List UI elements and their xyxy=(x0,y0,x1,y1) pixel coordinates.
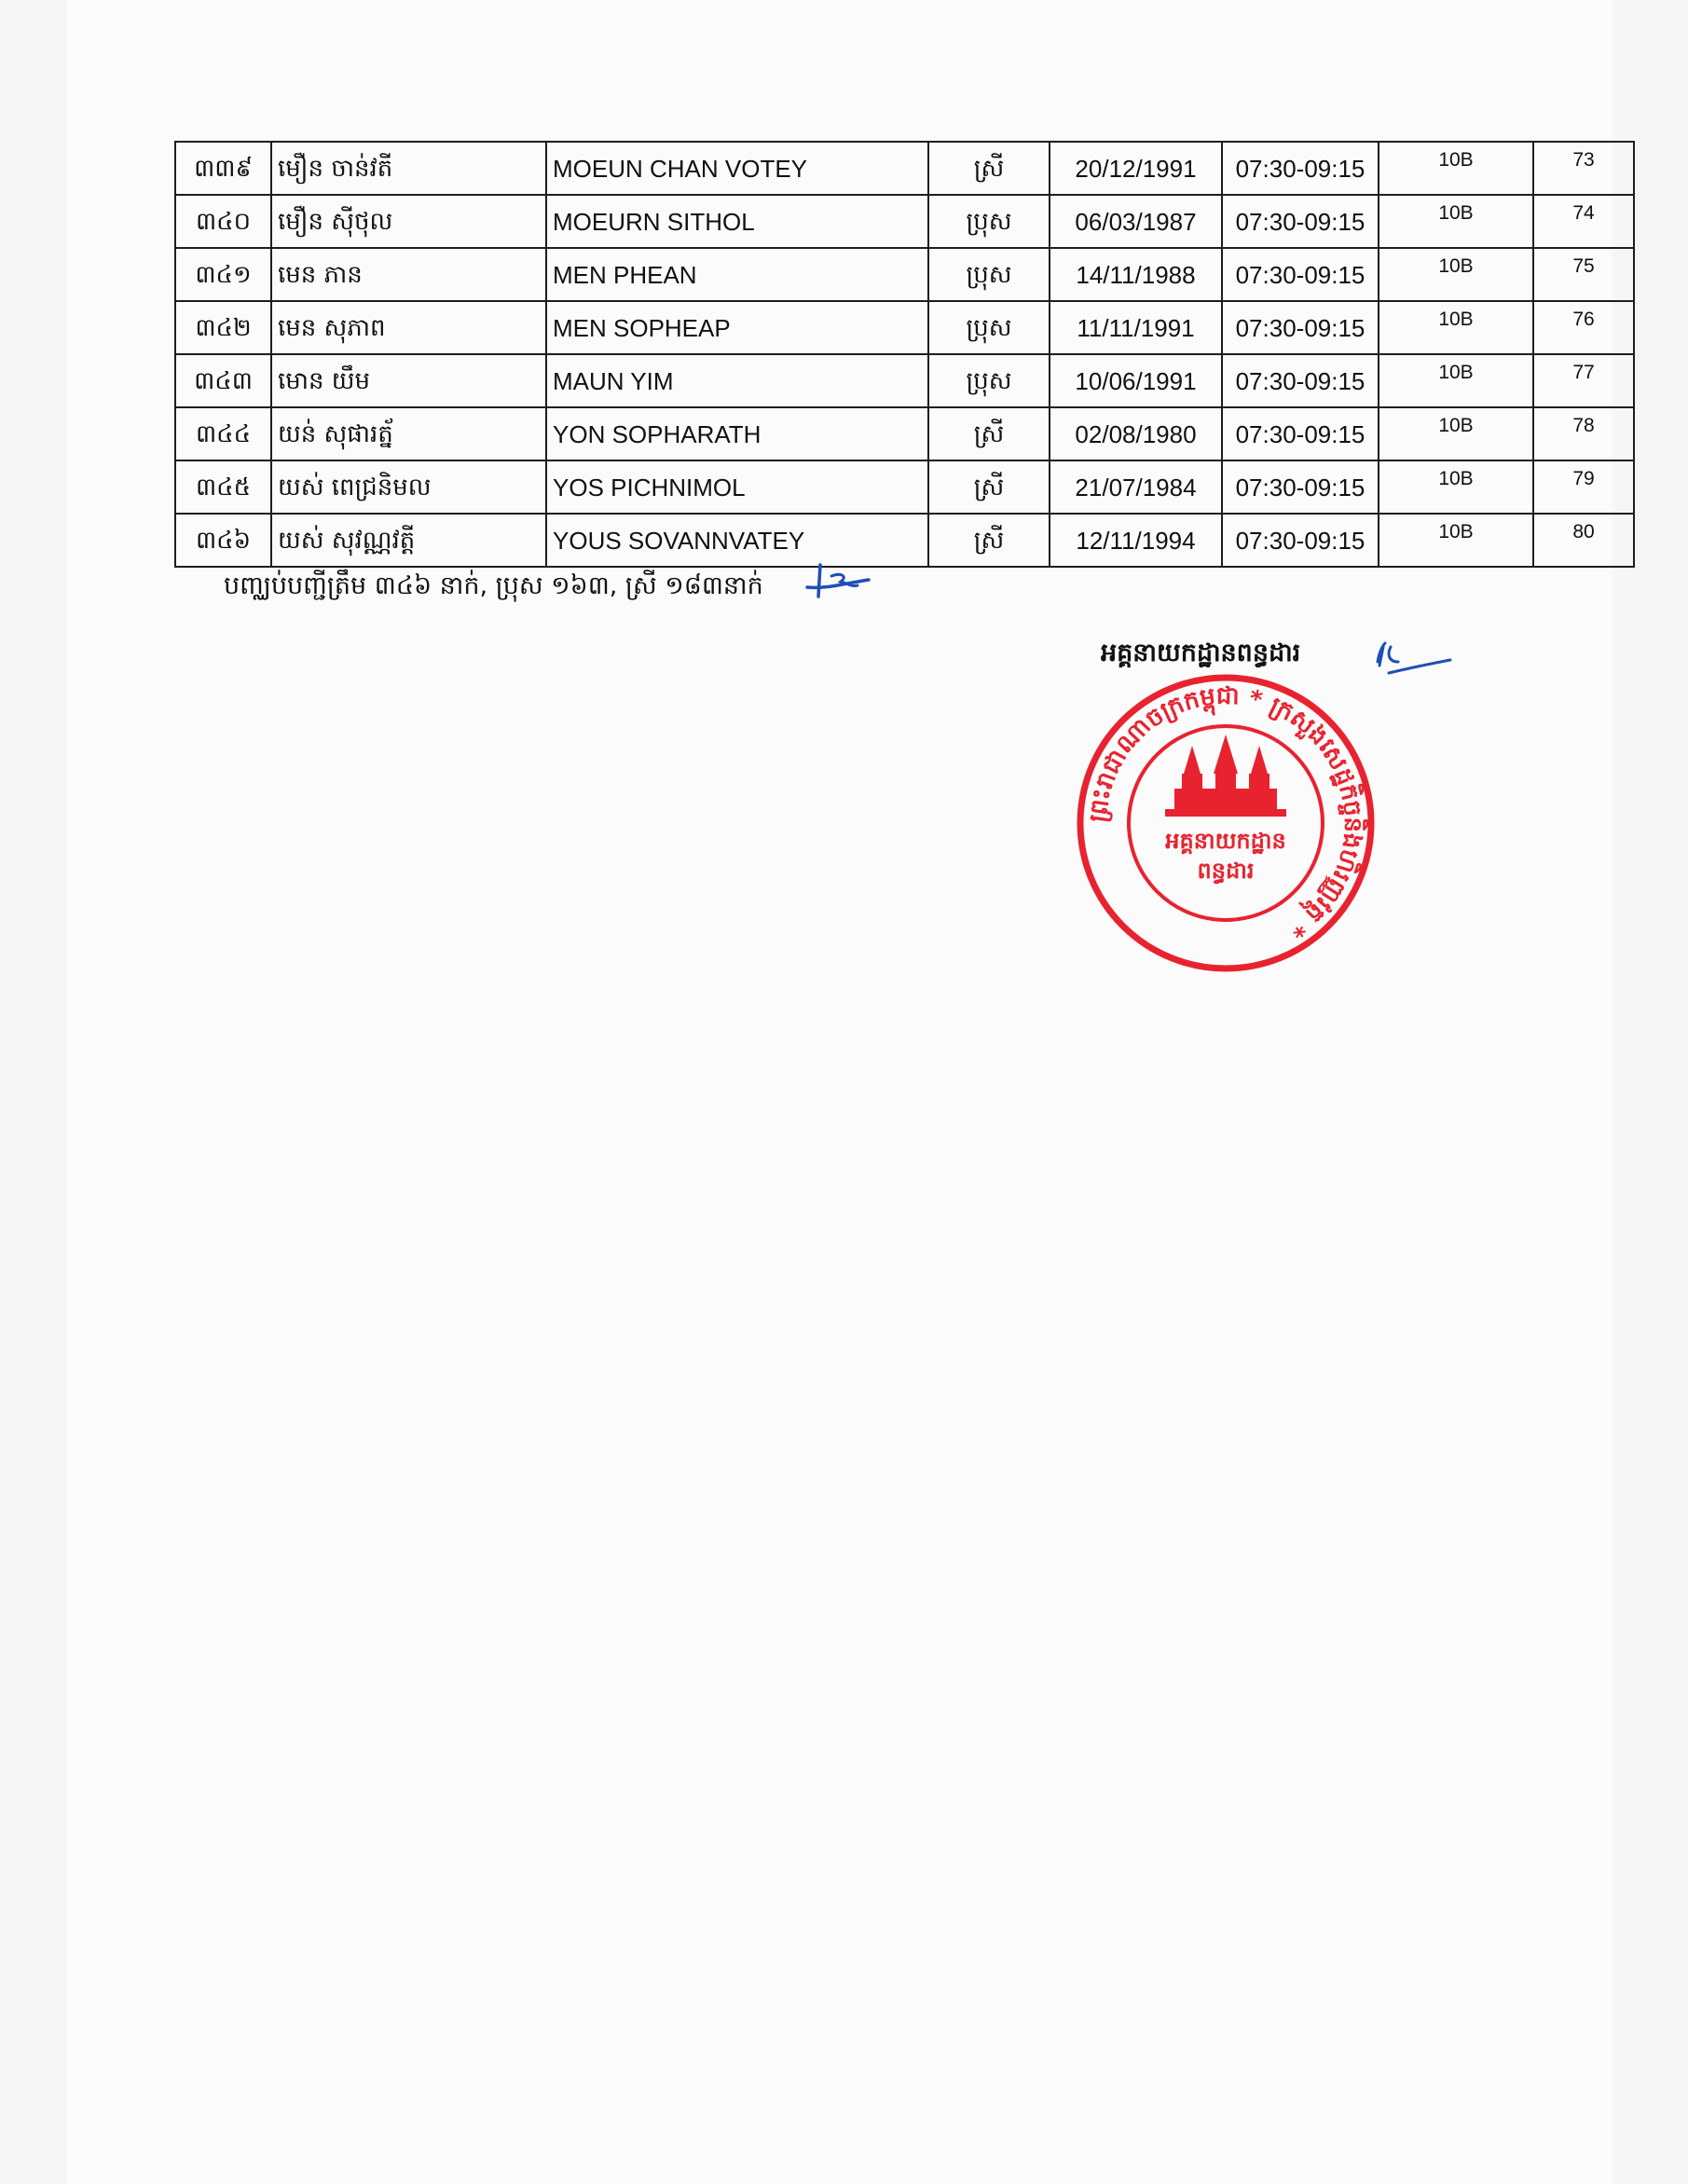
seat-number: 78 xyxy=(1533,407,1634,460)
seal-inner-text-1: អគ្គនាយកដ្ឋាន xyxy=(1165,828,1286,854)
room: 10B xyxy=(1379,195,1533,248)
table-row xyxy=(175,407,1634,460)
candidate-table xyxy=(174,141,1635,568)
room: 10B xyxy=(1379,248,1533,301)
handwritten-initial-mark xyxy=(800,556,874,602)
sex: ស្រី xyxy=(928,142,1050,195)
sex: ប្រុស xyxy=(928,248,1050,301)
room: 10B xyxy=(1379,460,1533,514)
name-latin: MOEUN CHAN VOTEY xyxy=(546,142,928,195)
exam-time: 07:30-09:15 xyxy=(1222,407,1379,460)
table-row xyxy=(175,195,1634,248)
row-number: ៣៤៣ xyxy=(175,354,271,407)
exam-time: 07:30-09:15 xyxy=(1222,354,1379,407)
name-latin: MEN SOPHEAP xyxy=(546,301,928,354)
room: 10B xyxy=(1379,142,1533,195)
seal-inner-text-2: ពន្ធដារ xyxy=(1197,858,1255,884)
row-number: ៣៤២ xyxy=(175,301,271,354)
table-row xyxy=(175,354,1634,407)
seat-number: 74 xyxy=(1533,195,1634,248)
name-khmer: មឿន ស៊ីថុល xyxy=(271,195,546,248)
table-row xyxy=(175,460,1634,514)
name-khmer: យស់ ពេជ្រនិមល xyxy=(271,460,546,514)
exam-time: 07:30-09:15 xyxy=(1222,460,1379,514)
candidate-table-body xyxy=(175,142,1634,567)
seat-number: 80 xyxy=(1533,514,1634,567)
name-latin: YOS PICHNIMOL xyxy=(546,460,928,514)
date-of-birth: 06/03/1987 xyxy=(1050,195,1222,248)
sex: ស្រី xyxy=(928,514,1050,567)
table-row xyxy=(175,248,1634,301)
room: 10B xyxy=(1379,301,1533,354)
sex: ស្រី xyxy=(928,460,1050,514)
name-latin: MEN PHEAN xyxy=(546,248,928,301)
sex: ប្រុស xyxy=(928,301,1050,354)
seat-number: 77 xyxy=(1533,354,1634,407)
row-number: ៣៤៥ xyxy=(175,460,271,514)
name-khmer: មោន យឹម xyxy=(271,354,546,407)
exam-time: 07:30-09:15 xyxy=(1222,195,1379,248)
table-row xyxy=(175,142,1634,195)
date-of-birth: 12/11/1994 xyxy=(1050,514,1222,567)
summary-line: បញ្ឈប់បញ្ជីត្រឹម ៣៤៦ នាក់, ប្រុស ១៦៣, ស្រី ១៨៣នាក់ xyxy=(224,571,763,600)
handwritten-initial-mark xyxy=(1370,634,1454,680)
name-latin: YOUS SOVANNVATEY xyxy=(546,514,928,567)
document-page xyxy=(67,0,1613,2184)
seal-outer-text: ព្រះរាជាណាចក្រកម្ពុជា * ក្រសួងសេដ្ឋកិច្ចនិងហិរញ្ញវត្ថុ * xyxy=(1083,681,1367,943)
exam-time: 07:30-09:15 xyxy=(1222,248,1379,301)
name-khmer: មេន សុភាព xyxy=(271,301,546,354)
name-latin: YON SOPHARATH xyxy=(546,407,928,460)
room: 10B xyxy=(1379,407,1533,460)
sex: ប្រុស xyxy=(928,195,1050,248)
exam-time: 07:30-09:15 xyxy=(1222,301,1379,354)
name-latin: MAUN YIM xyxy=(546,354,928,407)
row-number: ៣៤៦ xyxy=(175,514,271,567)
name-khmer: យស់ សុវណ្ណវត្តី xyxy=(271,514,546,567)
name-khmer: មឿន ចាន់វតី xyxy=(271,142,546,195)
name-khmer: មេន ភាន xyxy=(271,248,546,301)
exam-time: 07:30-09:15 xyxy=(1222,142,1379,195)
seat-number: 73 xyxy=(1533,142,1634,195)
room: 10B xyxy=(1379,354,1533,407)
table-row xyxy=(175,301,1634,354)
row-number: ៣៤១ xyxy=(175,248,271,301)
row-number: ៣៤៤ xyxy=(175,407,271,460)
exam-time: 07:30-09:15 xyxy=(1222,514,1379,567)
row-number: ៣៤០ xyxy=(175,195,271,248)
seat-number: 76 xyxy=(1533,301,1634,354)
name-latin: MOEURN SITHOL xyxy=(546,195,928,248)
table-row xyxy=(175,514,1634,567)
seat-number: 75 xyxy=(1533,248,1634,301)
name-khmer: យន់ សុផារត្ន័ xyxy=(271,407,546,460)
official-seal-stamp xyxy=(1072,669,1379,977)
row-number: ៣៣៩ xyxy=(175,142,271,195)
sex: ស្រី xyxy=(928,407,1050,460)
signatory-title: អគ្គនាយកដ្ឋានពន្ធដារ xyxy=(1101,639,1301,667)
date-of-birth: 20/12/1991 xyxy=(1050,142,1222,195)
date-of-birth: 14/11/1988 xyxy=(1050,248,1222,301)
date-of-birth: 21/07/1984 xyxy=(1050,460,1222,514)
date-of-birth: 02/08/1980 xyxy=(1050,407,1222,460)
sex: ប្រុស xyxy=(928,354,1050,407)
seat-number: 79 xyxy=(1533,460,1634,514)
temple-emblem-icon xyxy=(1165,735,1286,817)
room: 10B xyxy=(1379,514,1533,567)
date-of-birth: 11/11/1991 xyxy=(1050,301,1222,354)
date-of-birth: 10/06/1991 xyxy=(1050,354,1222,407)
